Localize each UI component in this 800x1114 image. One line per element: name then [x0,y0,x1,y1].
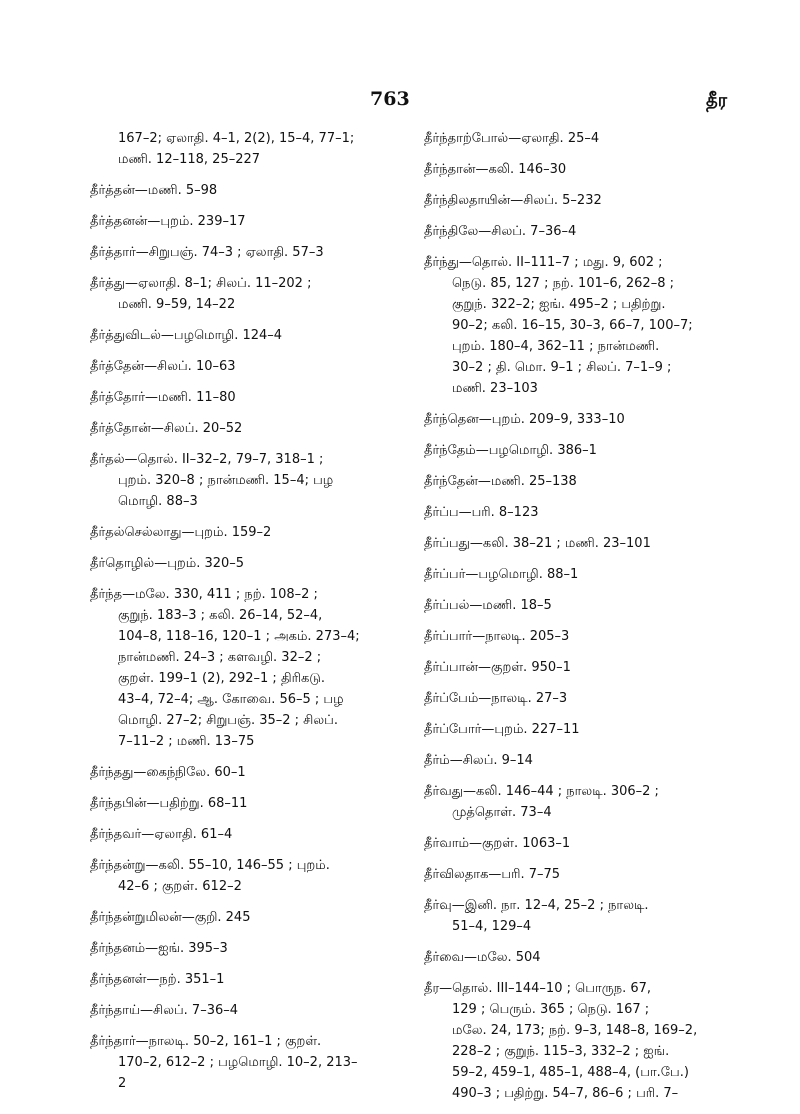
entry-continuation: புறம். 180–4, 362–11 ; நான்மணி. [452,339,660,354]
index-entry [90,128,402,170]
entry-headline: தீர்த்தார்—சிறுபஞ். 74–3 ; ஏலாதி. 57–3 [90,245,324,260]
entry-continuation: குறள். 199–1 (2), 292–1 ; திரிகடு. [118,671,326,686]
entry-headline: தீர்ந்தனள்—நற். 351–1 [90,972,225,987]
index-entry [90,211,402,232]
running-head: தீர [706,90,728,111]
index-entry [90,1031,402,1094]
entry-headline: தீர்ந்தன்று—கலி. 55–10, 146–55 ; புறம். [90,858,330,873]
index-entry [424,471,742,492]
entry-headline: தீர்த்தனன்—புறம். 239–17 [90,214,246,229]
entry-continuation: நெடு. 85, 127 ; நற். 101–6, 262–8 ; [452,276,674,291]
entry-continuation: மணி. 12–118, 25–227 [118,152,261,167]
entry-headline: தீர்வது—கலி. 146–44 ; நாலடி. 306–2 ; [424,784,659,799]
index-entry [90,553,402,574]
index-entry [424,128,742,149]
index-entry [424,252,742,399]
index-entry [424,533,742,554]
entry-continuation: 490–3 ; பதிற்று. 54–7, 86–6 ; பரி. 7– [452,1086,679,1101]
entry-headline: தீர்ந்தாய்—சிலப். 7–36–4 [90,1003,239,1018]
right-column [424,128,742,1114]
entry-headline: தீர்ப்பது—கலி. 38–21 ; மணி. 23–101 [424,536,651,551]
index-entry [90,449,402,512]
index-entry [90,584,402,752]
entry-headline: தீர்ப்ப—பரி. 8–123 [424,505,539,520]
index-entry [424,864,742,885]
entry-headline: தீர்த்து—ஏலாதி. 8–1; சிலப். 11–202 ; [90,276,312,291]
index-entry [90,938,402,959]
entry-headline: 167–2; ஏலாதி. 4–1, 2(2), 15–4, 77–1; [118,131,355,146]
entry-headline: தீர்ந்தவர்—ஏலாதி. 61–4 [90,827,233,842]
index-entry [90,242,402,263]
index-entry [424,657,742,678]
index-entry [424,626,742,647]
entry-headline: தீர்ந்து—தொல். II–111–7 ; மது. 9, 602 ; [424,255,663,270]
entry-headline: தீர்ந்தேன்—மணி. 25–138 [424,474,577,489]
entry-continuation: குறுந். 322–2; ஐங். 495–2 ; பதிற்று. [452,297,666,312]
entry-headline: தீர்த்தேன்—சிலப். 10–63 [90,359,236,374]
entry-headline: தீர்ப்பான்—குறள். 950–1 [424,660,571,675]
entry-continuation: மொழி. 27–2; சிறுபஞ். 35–2 ; சிலப். [118,713,338,728]
index-entry [424,781,742,823]
entry-continuation: 30–2 ; தி. மொ. 9–1 ; சிலப். 7–1–9 ; [452,360,672,375]
entry-headline: தீர்ந்தபின்—பதிற்று. 68–11 [90,796,248,811]
entry-continuation: 104–8, 118–16, 120–1 ; அகம். 273–4; [118,629,360,644]
entry-continuation: மணி. 23–103 [452,381,538,396]
index-entry [90,273,402,315]
entry-headline: தீர்ந்தாற்போல்—ஏலாதி. 25–4 [424,131,600,146]
entry-continuation: 43–4, 72–4; ஆ. கோவை. 56–5 ; பழ [118,692,344,707]
index-entry [90,1000,402,1021]
entry-continuation: புறம். 320–8 ; நான்மணி. 15–4; பழ [118,473,334,488]
index-entry [90,356,402,377]
index-entry [90,855,402,897]
entry-continuation: 42–6 ; குறள். 612–2 [118,879,242,894]
index-entry [90,762,402,783]
index-entry [424,221,742,242]
index-entry [90,793,402,814]
entry-continuation: குறுந். 183–3 ; கலி. 26–14, 52–4, [118,608,323,623]
index-entry [424,159,742,180]
entry-headline: தீர்த்தோர்—மணி. 11–80 [90,390,236,405]
entry-headline: தீர்ம்—சிலப். 9–14 [424,753,533,768]
entry-headline: தீர்ந்திலதாயின்—சிலப். 5–232 [424,193,602,208]
index-entry [424,719,742,740]
index-entry [90,522,402,543]
left-column [90,128,402,1104]
index-entry [90,387,402,408]
entry-headline: தீர்ந்தார்—நாலடி. 50–2, 161–1 ; குறள். [90,1034,322,1049]
entry-continuation: மலே. 24, 173; நற். 9–3, 148–8, 169–2, [452,1023,698,1038]
index-entry [424,409,742,430]
entry-headline: தீர்வாம்—குறள். 1063–1 [424,836,571,851]
index-entry [424,564,742,585]
index-entry [424,688,742,709]
entry-headline: தீர்த்துவிடல்—பழமொழி. 124–4 [90,328,283,343]
entry-headline: தீர்ந்தென—புறம். 209–9, 333–10 [424,412,625,427]
entry-continuation: 170–2, 612–2 ; பழமொழி. 10–2, 213– [118,1055,358,1070]
index-entry [424,440,742,461]
entry-continuation: 51–4, 129–4 [452,919,532,934]
entry-headline: தீர—தொல். III–144–10 ; பொருந. 67, [424,981,652,996]
index-entry [424,502,742,523]
entry-headline: தீர்ந்தது—கைந்நிலே. 60–1 [90,765,246,780]
entry-headline: தீர்தல்—தொல். II–32–2, 79–7, 318–1 ; [90,452,324,467]
entry-headline: தீர்விலதாக—பரி. 7–75 [424,867,561,882]
entry-headline: தீர்ந்தன்றுமிலன்—குறி. 245 [90,910,251,925]
entry-headline: தீர்ந்தான்—கலி. 146–30 [424,162,567,177]
entry-headline: தீர்ப்பல்—மணி. 18–5 [424,598,552,613]
entry-continuation: 2 [118,1076,127,1091]
entry-continuation: 90–2; கலி. 16–15, 30–3, 66–7, 100–7; [452,318,693,333]
entry-continuation: 59–2, 459–1, 485–1, 488–4, (பா.பே.) [452,1065,689,1080]
index-entry [424,595,742,616]
entry-headline: தீர்த்தன்—மணி. 5–98 [90,183,218,198]
entry-continuation: மொழி. 88–3 [118,494,198,509]
entry-headline: தீர்ந்தேம்—பழமொழி. 386–1 [424,443,597,458]
entry-headline: தீர்வை—மலே. 504 [424,950,541,965]
entry-headline: தீர்ப்பேம்—நாலடி. 27–3 [424,691,568,706]
index-entry [90,418,402,439]
index-entry [90,969,402,990]
index-entry [424,895,742,937]
index-entry [424,833,742,854]
entry-headline: தீர்வு—இனி. நா. 12–4, 25–2 ; நாலடி. [424,898,649,913]
index-entry [424,947,742,968]
index-entry [90,325,402,346]
entry-continuation: நான்மணி. 24–3 ; களவழி. 32–2 ; [118,650,322,665]
entry-continuation: மணி. 9–59, 14–22 [118,297,236,312]
entry-continuation: 129 ; பெரும். 365 ; நெடு. 167 ; [452,1002,650,1017]
entry-headline: தீர்ப்போர்—புறம். 227–11 [424,722,580,737]
entry-headline: தீர்ப்பர்—பழமொழி. 88–1 [424,567,579,582]
index-entry [424,978,742,1104]
entry-headline: தீர்ந்திலே—சிலப். 7–36–4 [424,224,577,239]
entry-continuation: முத்தொள். 73–4 [452,805,552,820]
entry-headline: தீர்தொழில்—புறம். 320–5 [90,556,245,571]
index-entry [424,750,742,771]
index-entry [90,907,402,928]
index-entry [90,824,402,845]
index-entry [90,180,402,201]
entry-headline: தீர்த்தோன்—சிலப். 20–52 [90,421,243,436]
entry-headline: தீர்ந்தனம்—ஐங். 395–3 [90,941,228,956]
index-entry [424,190,742,211]
entry-headline: தீர்ந்த—மலே. 330, 411 ; நற். 108–2 ; [90,587,318,602]
page-number: 763 [370,88,410,110]
entry-continuation: 7–11–2 ; மணி. 13–75 [118,734,255,749]
entry-continuation: 228–2 ; குறுந். 115–3, 332–2 ; ஐங். [452,1044,670,1059]
entry-headline: தீர்தல்செல்லாது—புறம். 159–2 [90,525,272,540]
entry-headline: தீர்ப்பார்—நாலடி. 205–3 [424,629,570,644]
